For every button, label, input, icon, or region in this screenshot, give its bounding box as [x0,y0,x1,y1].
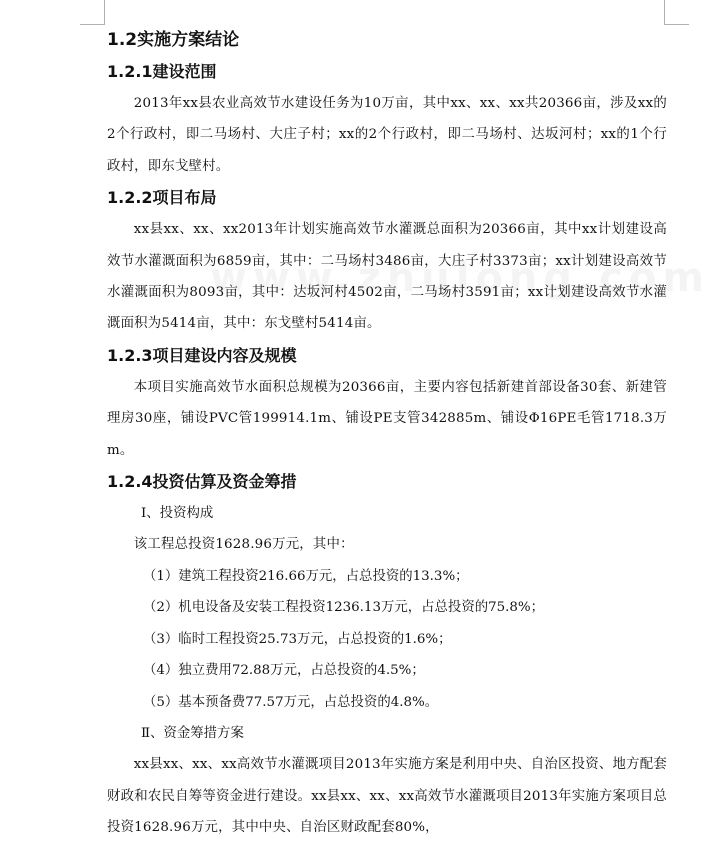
paragraph-project-layout: xx县xx、xx、xx2013年计划实施高效节水灌溉总面积为20366亩，其中xx计划建设高效节水灌溉面积为6859亩，其中：二马场村3486亩，大庄子村3373亩；xx计划建设高效节水灌溉面积为8093亩，其中：达坂河村4502亩，二马场村3591亩；xx计划建设高效节水灌溉面积为5414亩，其中：东戈壁村5414亩。 [107,222,667,332]
paragraph-total-investment: 该工程总投资1628.96万元，其中： [133,537,354,553]
list-item: （2）机电设备及安装工程投资1236.13万元，占总投资的75.8%； [143,600,545,616]
paragraph-funding-plan: xx县xx、xx、xx高效节水灌溉项目2013年实施方案是利用中央、自治区投资、地方配套财政和农民自筹等资金进行建设。xx县xx、xx、xx高效节水灌溉项目2013年实施方案项目总投资1628.96万元，其中中央、自治区财政配套80%， [107,757,667,836]
page-corner-mark-right [664,0,689,25]
paragraph-construction-content: 本项目实施高效节水面积总规模为20366亩，主要内容包括新建首部设备30套、新建管理房30座，铺设PVC管199914.1m、铺设PE支管342885m、铺设Φ16PE毛管1718.3万m。 [107,379,667,458]
heading-construction-content: 1.2.3项目建设内容及规模 [107,345,297,365]
heading-project-layout: 1.2.2项目布局 [107,188,217,208]
heading-construction-scope: 1.2.1建设范围 [107,62,217,81]
page-corner-mark-left [80,0,105,25]
subheading-funding-plan: Ⅱ、资金筹措方案 [141,725,244,741]
list-item: （1）建筑工程投资216.66万元，占总投资的13.3%； [143,568,469,584]
paragraph-construction-scope: 2013年xx县农业高效节水建设任务为10万亩，其中xx、xx、xx共20366亩，涉及xx的2个行政村，即二马场村、大庄子村；xx的2个行政村，即二马场村、达坂河村；xx的1个行政村，即东戈壁村。 [107,96,667,174]
list-item: （4）独立费用72.88万元，占总投资的4.5%； [143,663,425,679]
heading-investment: 1.2.4投资估算及资金筹措 [107,472,297,492]
subheading-investment-composition: Ⅰ、投资构成 [141,506,214,522]
list-item: （5）基本预备费77.57万元，占总投资的4.8%。 [143,694,439,710]
list-item: （3）临时工程投资25.73万元，占总投资的1.6%； [143,631,452,647]
document-page [107,24,667,844]
section-title: 1.2实施方案结论 [107,30,240,50]
